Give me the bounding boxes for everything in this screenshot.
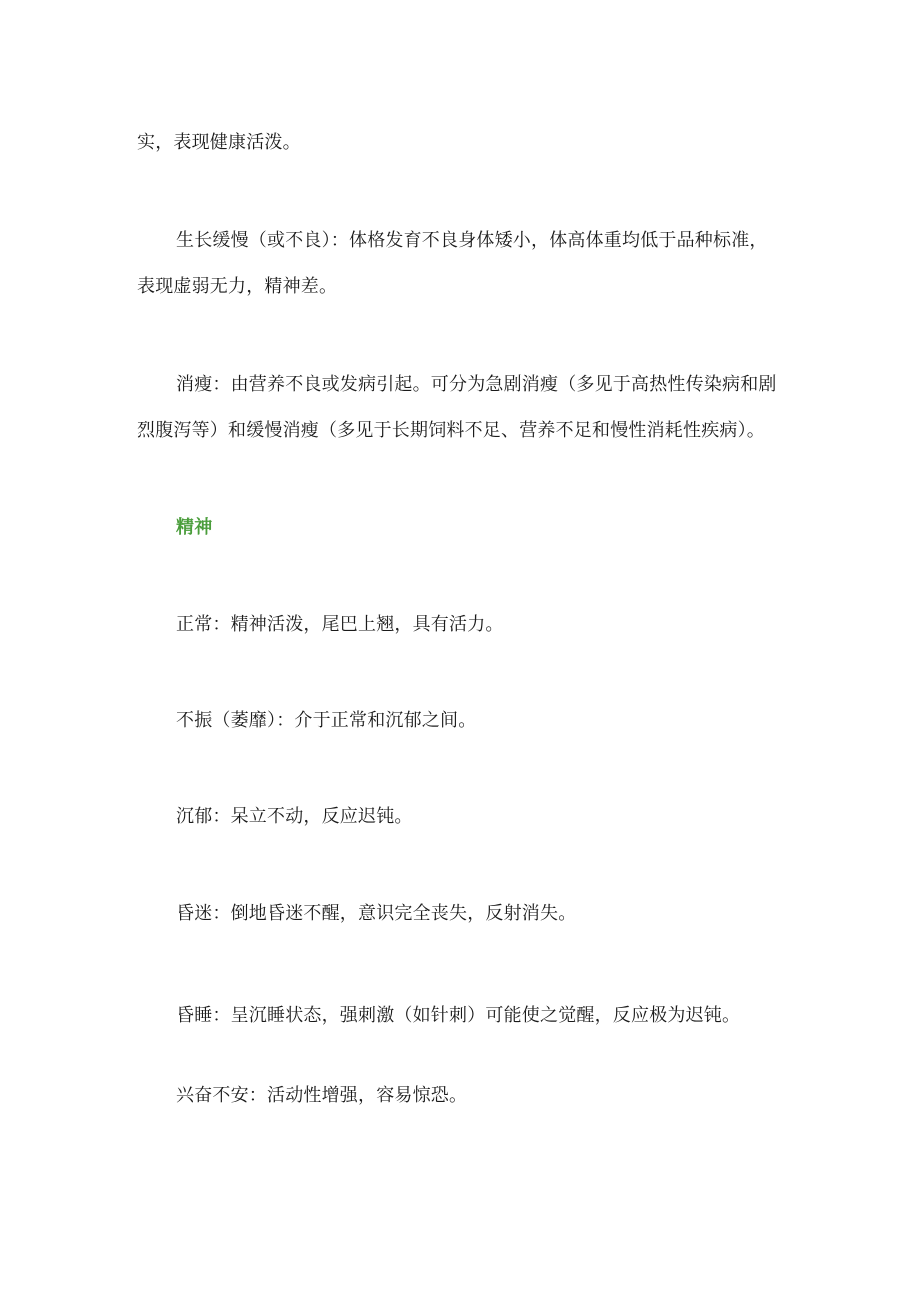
list-item: 兴奋不安：活动性增强，容易惊恐。 <box>176 1085 468 1106</box>
paragraph-growth-line-2: 表现虚弱无力，精神差。 <box>137 276 338 297</box>
list-item: 昏迷：倒地昏迷不醒，意识完全丧失，反射消失。 <box>176 903 577 924</box>
paragraph-emaciation-line-2: 烈腹泻等）和缓慢消瘦（多见于长期饲料不足、营养不足和慢性消耗性疾病）。 <box>137 420 765 441</box>
list-item: 正常：精神活泼，尾巴上翘，具有活力。 <box>176 614 504 635</box>
paragraph-growth-line-1: 生长缓慢（或不良）：体格发育不良身体矮小，体高体重均低于品种标准， <box>176 230 768 251</box>
paragraph-emaciation-line-1: 消瘦：由营养不良或发病引起。可分为急剧消瘦（多见于高热性传染病和剧 <box>176 374 777 395</box>
section-heading: 精神 <box>176 517 213 538</box>
list-item: 不振（萎靡）：介于正常和沉郁之间。 <box>176 710 477 731</box>
list-item: 昏睡：呈沉睡状态，强刺激（如针刺）可能使之觉醒，反应极为迟钝。 <box>176 1005 741 1026</box>
list-item: 沉郁：呆立不动，反应迟钝。 <box>176 806 413 827</box>
paragraph-continuation: 实，表现健康活泼。 <box>137 132 301 153</box>
